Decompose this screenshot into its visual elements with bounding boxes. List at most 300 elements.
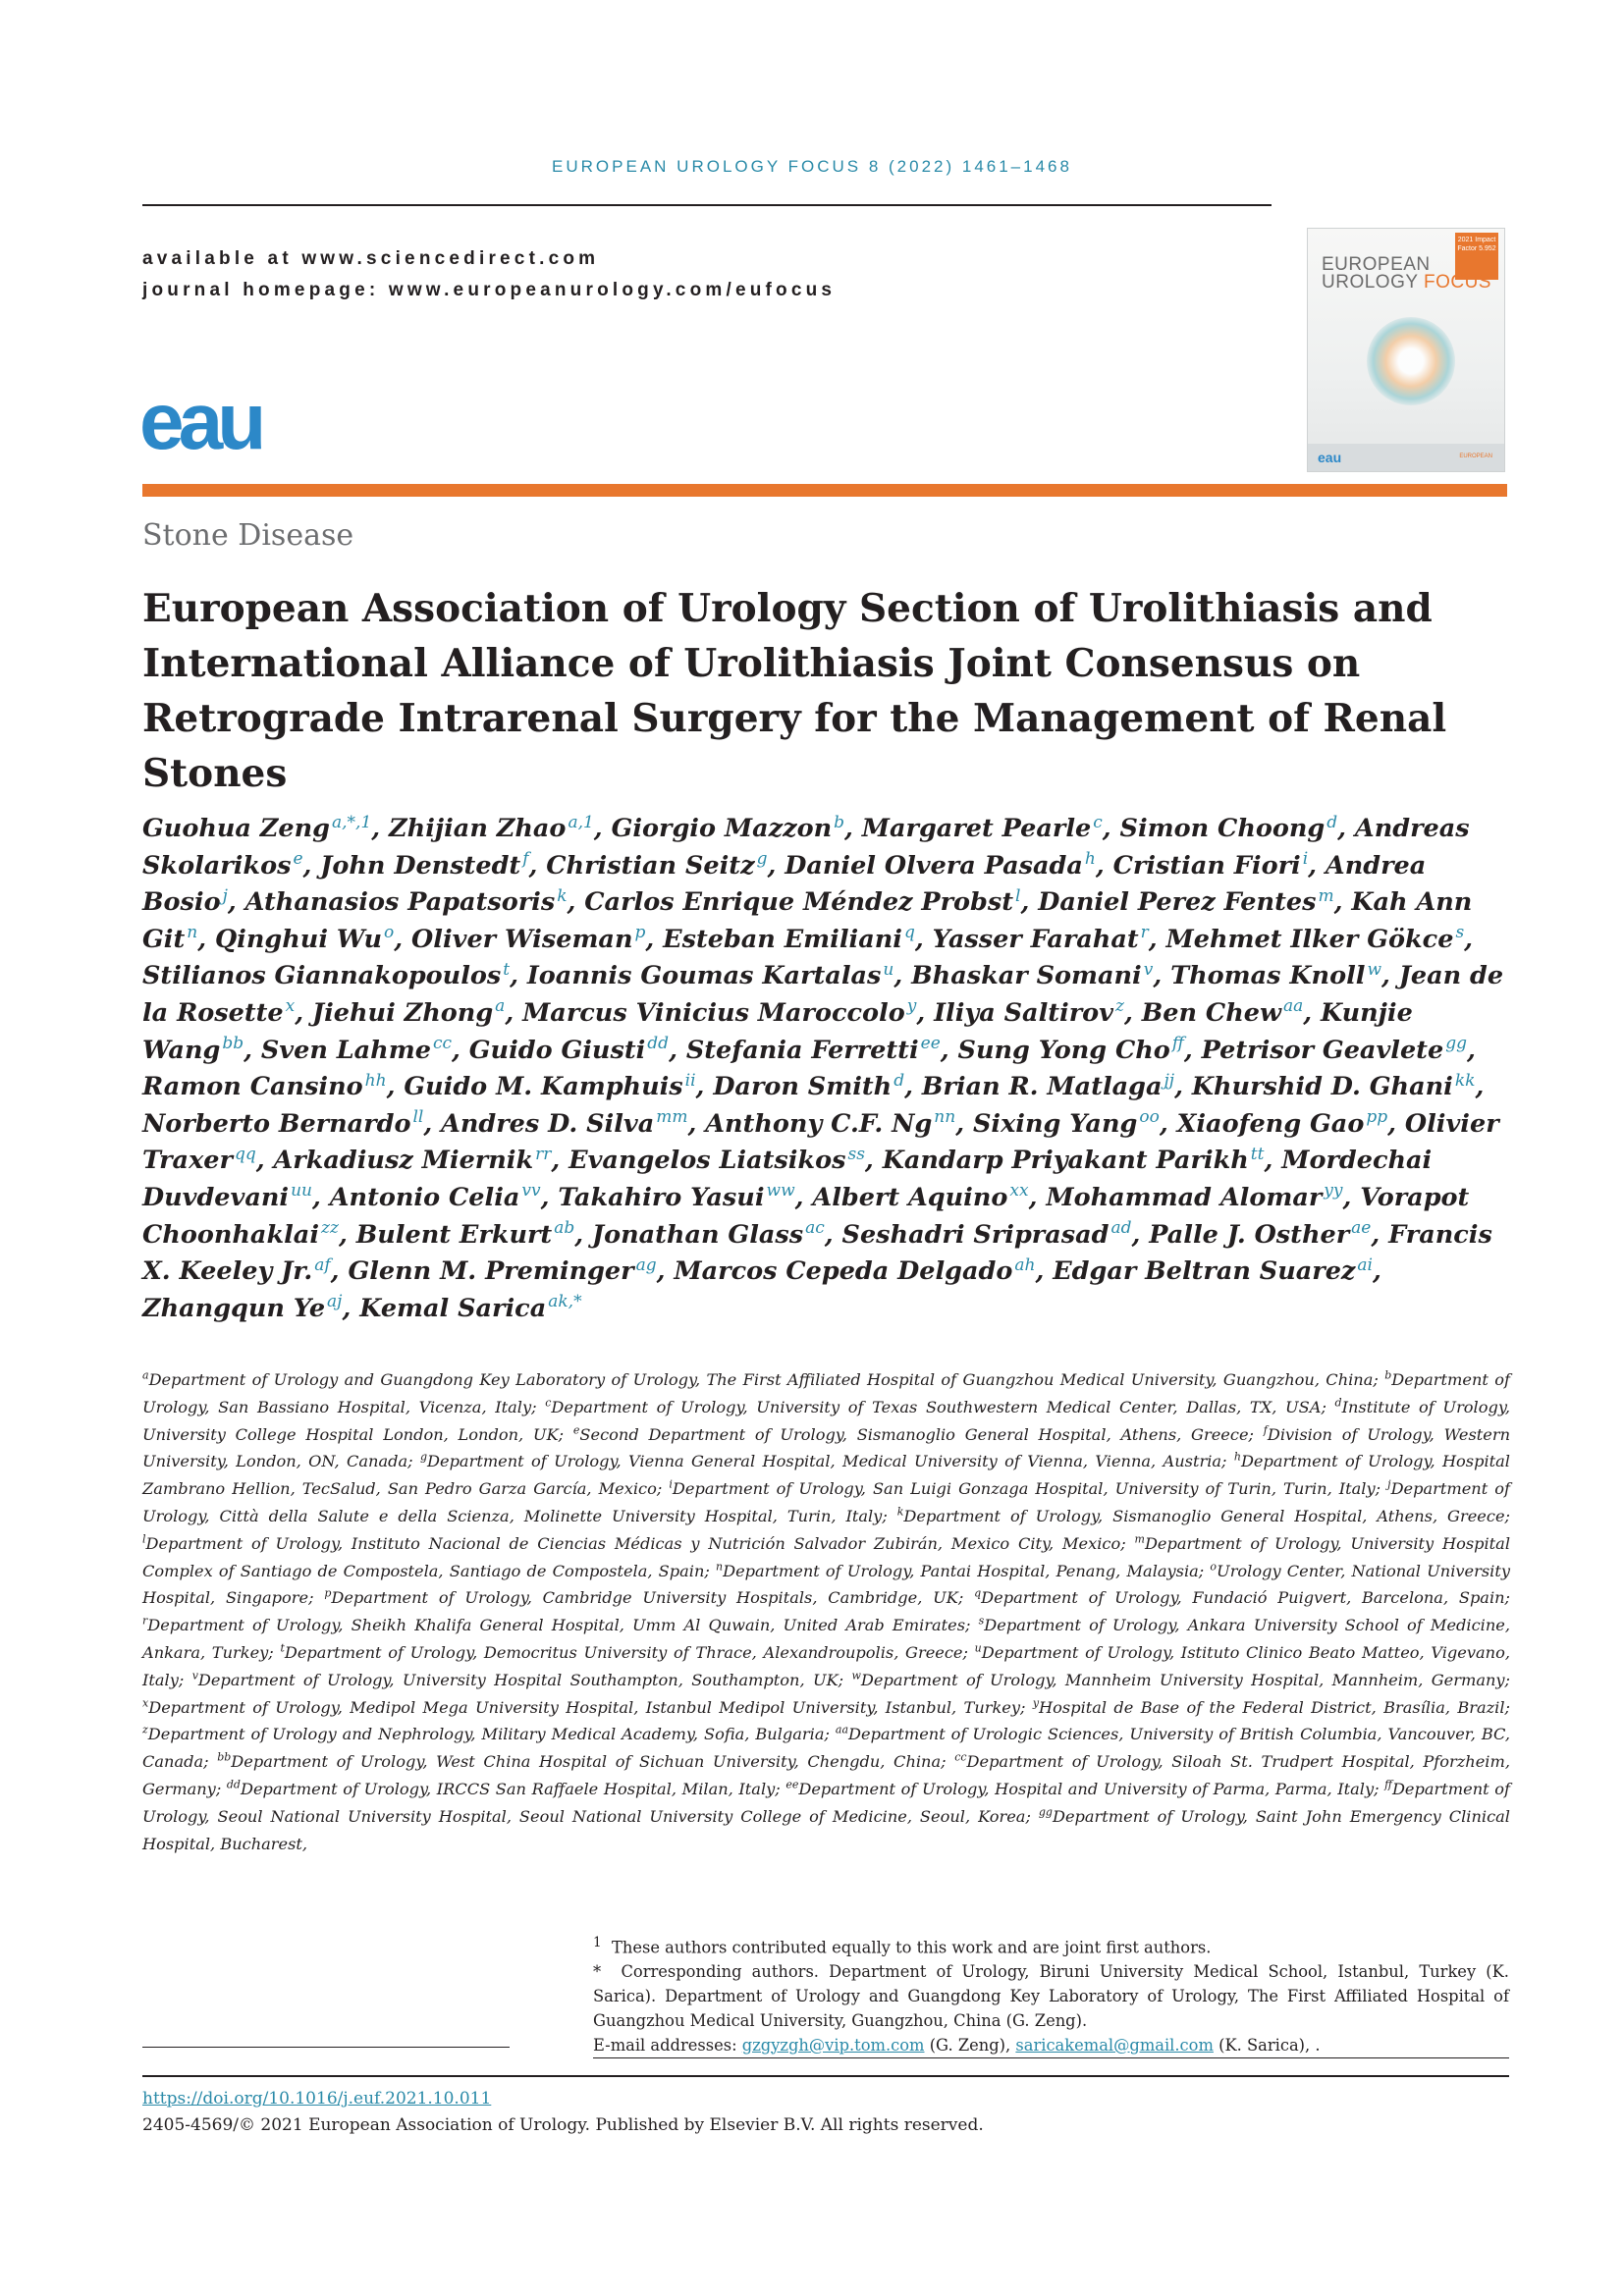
author-name: Jonathan Glass [592,1219,804,1250]
affiliation-key: y [1032,1696,1040,1710]
author-affiliation-mark[interactable]: ss [847,1144,865,1164]
author-name: Daniel Perez Fentes [1038,887,1317,918]
author [441,1109,687,1139]
author-name: Jiehui Zhong [312,997,494,1028]
author-list: Guohua Zeng $^{a,*,1}$, Zhijian Zhao $^{a,1}$, Giorgio Mazzon $^b$, Margaret Pearle $^c$, Simon Choong $^d$, Andreas Skolarikos $^e$, John Denstedt $^f$, Christian Seitz $^g$, Daniel Olvera Pasada $^h$, Cristian Fiori $^i$, Andrea Bosio $^j$, Athanasios Papatsoris $^k$, Carlos Enrique Méndez Probst $^l$, Daniel Perez Fentes $^m$, Kah Ann Git $^n$, Qinghui Wu $^o$, Oliver Wiseman $^p$, Esteban Emiliani $^q$, Yasser Farahat $^r$, Mehmet Ilker Gökce $^s$, Stilianos Giannakopoulos $^t$, Ioannis Goumas Kartalas $^u$, Bhaskar Somani $^v$, Thomas Knoll $^w$, Jean de la Rosette $^x$, Jiehui Zhong $^a$, Marcus Vinicius Maroccolo $^y$, Iliya Saltirov $^z$, Ben Chew $^{aa}$, Kunjie Wang $^{bb}$, Sven Lahme $^{cc}$, Guido Giusti $^{dd}$, Stefania Ferretti $^{ee}$, Sung Yong Cho $^{ff}$, Petrisor Geavlete $^{gg}$, Ramon Cansino $^{hh}$, Guido M. Kamphuis $^{ii}$, Daron Smith $^d$, Brian R. Matlaga $^{jj}$, Khurshid D. Ghani $^{kk}$, Norberto Bernardo $^{ll}$, Andres D. Silva $^{mm}$, Anthony C.F. Ng $^{nn}$, Sixing Yang $^{oo}$, Xiaofeng Gao $^{pp}$, Olivier Traxer $^{qq}$, Arkadiusz Miernik $^{rr}$, Evangelos Liatsikos $^{ss}$, Kandarp Priyakant Parikh $^{tt}$, Mordechai Duvdevani $^{uu}$, Antonio Celia $^{vv}$, Takahiro Yasui $^{ww}$, Albert Aquino $^{xx}$, Mohammad Alomar $^{yy}$, Vorapot Choonhaklai $^{zz}$, Bulent Erkurt $^{ab}$, Jonathan Glass $^{ac}$, Seshadri Sriprasad $^{ad}$, Palle J. Osther $^{ae}$, Francis X. Keeley Jr. $^{af}$, Glenn M. Preminger $^{ag}$, Marcos Cepeda Delgado $^{ah}$, Edgar Beltran Suarez $^{ai}$, Zhangqun Ye $^{aj}$, Kemal Sarica $^{ak,*}$ [142,812,1504,1323]
author-name: Iliya Saltirov [934,997,1113,1028]
author-name: Stefania Ferretti [685,1035,919,1065]
affiliation-text: Department of Urology, Saint John Emergency Clinical Hospital, Bucharest, [142,1806,1510,1853]
affiliation-text: Department of Urology, Mannheim University Hospital, Mannheim, Germany; [860,1670,1510,1689]
author [612,814,844,843]
affiliation [669,1479,1380,1498]
author-affiliation-mark[interactable]: hh [364,1070,387,1091]
orange-divider [142,484,1507,497]
affiliation-text: Institute of Urology, University College Hospital London, London, UK; [142,1397,1510,1444]
author-name: Sven Lahme [260,1035,431,1065]
cover-eau-logo: eau [1318,450,1342,465]
email-link-zeng[interactable]: gzgyzgh@vip.tom.com [741,2035,925,2055]
author-affiliation-mark[interactable]: ww [766,1181,795,1201]
author [584,887,1020,917]
author-name: Arkadiusz Miernik [273,1146,534,1176]
affiliation [545,1398,1326,1416]
author [356,1220,575,1250]
affiliation-text: Department of Urology, Instituto Nacional de Ciencias Médicas y Nutrición Salvador Zubirán, Mexico City, Mexico; [145,1533,1126,1553]
author-affiliation-mark[interactable]: bb [222,1034,244,1054]
author [934,998,1124,1028]
author-affiliation-mark[interactable]: k [557,885,568,906]
author [558,1183,794,1212]
author [527,961,893,990]
affiliation-key: h [1233,1451,1241,1464]
cover-artwork [1367,317,1455,405]
affiliation [852,1671,1511,1689]
author-name: Kandarp Priyakant Parikh [882,1146,1249,1176]
author-affiliation-mark[interactable]: rr [535,1144,552,1164]
author [911,961,1153,990]
author-name: Takahiro Yasui [558,1182,765,1212]
affiliation-text: Second Department of Urology, Sismanoglio General Hospital, Athens, Greece; [579,1424,1254,1444]
author [389,814,594,843]
author [958,1036,1184,1065]
author-name: Norberto Bernardo [142,1108,411,1139]
footnote-1 [593,1931,1509,1960]
footnote-rule [142,2047,510,2048]
author-name: John Denstedt [320,850,521,881]
journal-cover [1307,228,1505,472]
affiliation [573,1425,1254,1444]
author-affiliation-mark[interactable]: ii [684,1070,696,1091]
cover-title [1322,256,1491,292]
author-affiliation-mark[interactable]: vv [521,1181,541,1201]
author-name: Kah Ann Git [142,887,1473,954]
author-name: Khurshid D. Ghani [1191,1072,1453,1102]
author-affiliation-mark[interactable]: tt [1250,1144,1265,1164]
author-affiliation-mark[interactable]: gg [1445,1034,1467,1054]
sciencedirect-line: available at www.sciencedirect.com [142,248,600,269]
author [1120,814,1338,843]
author [705,1109,955,1139]
affiliation-key: n [716,1560,724,1574]
author-name: Evangelos Liatsikos [568,1146,846,1176]
author-affiliation-mark[interactable]: l [1015,885,1021,906]
affiliation [192,1671,843,1689]
author-name: Andres D. Silva [441,1108,655,1139]
article-title: European Association of Urology Section of Urolithiasis and International Alliance of Urolithiasis Joint Consensus on Retrograde Intrarenal Surgery for the Management of Renal Stones [142,586,1447,796]
cover-title-focus: FOCUS [1423,272,1491,293]
affiliation-text: Department of Urology, Sheikh Khalifa General Hospital, Umm Al Quwain, United Arab Emirates; [147,1616,971,1635]
author [1202,1036,1467,1065]
author [348,1256,656,1286]
affiliation [897,1507,1510,1525]
author-name: Sung Yong Cho [957,1035,1170,1065]
author-affiliation-mark[interactable]: xx [1009,1181,1029,1201]
affiliation-text: Department of Urology, Pantai Hospital, Penang, Malaysia; [723,1561,1205,1580]
author-affiliation-mark[interactable]: q [903,923,915,943]
author-name: Brian R. Matlaga [921,1072,1163,1102]
author-affiliation-mark[interactable]: ab [554,1218,575,1239]
availability-block [142,243,836,306]
affiliation-text: Hospital de Base of the Federal District, Brasília, Brazil; [1039,1697,1510,1717]
eau-logo [137,388,304,466]
author-affiliation-mark[interactable]: i [1302,849,1309,870]
author-name: Kemal Sarica [359,1293,547,1323]
author [1170,961,1381,990]
author-name: Guohua Zeng [142,814,331,843]
header-rule [142,204,1272,206]
author-affiliation-mark[interactable]: g [756,849,768,870]
cover-title-urology: UROLOGY [1322,272,1419,293]
author [142,1294,342,1323]
author-affiliation-mark[interactable]: u [883,959,894,980]
author-affiliation-mark[interactable]: cc [432,1034,452,1054]
affiliation-key: b [1384,1368,1392,1382]
author [713,1072,904,1101]
author-affiliation-mark[interactable]: c [1093,812,1103,832]
author-affiliation-mark[interactable]: uu [291,1181,312,1201]
author-affiliation-mark[interactable]: kk [1454,1070,1476,1091]
author [411,925,645,954]
affiliation-text: Department of Urology, Seoul National University Hospital, Seoul National University College of Medicine, Seoul, Korea; [142,1779,1510,1826]
author [142,814,371,843]
author-name: Carlos Enrique Méndez Probst [584,887,1014,918]
author-affiliation-mark[interactable]: o [384,923,395,943]
eau-logo-text: eau [139,388,261,466]
author-name: Glenn M. Preminger [348,1256,634,1287]
email-zeng-who: (G. Zeng), [929,2035,1011,2055]
affiliation [280,1643,968,1662]
author-affiliation-mark[interactable]: ff [1171,1034,1184,1054]
author-name: Thomas Knoll [1170,961,1366,991]
author-affiliation-mark[interactable]: pp [1366,1107,1388,1128]
author [142,1109,423,1139]
author-name: Kunjie Wang [142,997,1413,1065]
footnote-1-mark: 1 [593,1935,602,1950]
author-affiliation-mark[interactable]: w [1367,959,1382,980]
author-affiliation-mark[interactable]: a,1 [568,812,594,832]
author-name: Athanasios Papatsoris [244,887,556,918]
author-name: Ioannis Goumas Kartalas [526,961,882,991]
author-name: Christian Seitz [546,850,755,881]
affiliation-key: d [1334,1396,1342,1410]
author [922,1072,1174,1101]
author-affiliation-mark[interactable]: y [906,996,917,1017]
affiliation-text: Department of Urology, University of Texas Southwestern Medical Center, Dallas, TX, USA; [551,1397,1326,1416]
author [663,925,915,954]
author-affiliation-mark[interactable]: ai [1357,1255,1373,1275]
author-affiliation-mark[interactable]: j [222,885,228,906]
affiliation-text: Department of Urology, Città della Salute e della Scienza, Molinette University Hospital, Turin, Italy; [142,1479,1511,1525]
affiliation-text: Department of Urology, IRCCS San Raffaele Hospital, Milan, Italy; [240,1779,781,1798]
affiliation-key: x [142,1696,149,1710]
author-affiliation-mark[interactable]: ee [920,1034,941,1054]
affiliation-text: Department of Urology, University Hospital Southampton, Southampton, UK; [197,1670,844,1689]
author-affiliation-mark[interactable]: ll [412,1107,424,1128]
author-affiliation-mark[interactable]: oo [1139,1107,1160,1128]
affiliation [142,1616,971,1634]
email-line [593,2034,1509,2059]
author-name: Sixing Yang [972,1108,1138,1139]
affiliation-text: Urology Center, National University Hospital, Singapore; [142,1561,1510,1608]
email-sarica-who: (K. Sarica), . [1218,2035,1321,2055]
affiliation [142,1370,1379,1389]
affiliation-text: Department of Urology, San Luigi Gonzaga Hospital, University of Turin, Turin, Italy; [672,1479,1381,1499]
affiliation-key: a [142,1368,149,1382]
affiliation [974,1588,1510,1607]
author-affiliation-mark[interactable]: zz [321,1218,339,1239]
email-link-sarica[interactable]: saricakemal@gmail.com [1015,2035,1214,2055]
author-name: Xiaofeng Gao [1176,1108,1365,1139]
affiliation-key: u [974,1641,982,1655]
affiliation-text: Department of Urologic Sciences, University of British Columbia, Vancouver, BC, Canada; [142,1725,1510,1772]
author [142,961,510,990]
author-name: Bulent Erkurt [355,1219,553,1250]
author-affiliation-mark[interactable]: ak,* [548,1292,582,1312]
affiliation-key: j [1387,1477,1391,1491]
author [686,1036,941,1065]
affiliation-text: Department of Urology, Fundació Puigvert, Barcelona, Spain; [981,1588,1511,1608]
author-name: Cristian Fiori [1112,850,1301,881]
affiliation-key: aa [835,1723,849,1736]
author-name: Mehmet Ilker Gökce [1165,924,1454,954]
homepage-line: journal homepage: www.europeanurology.com/eufocus [142,280,837,300]
journal-header: EUROPEAN UROLOGY FOCUS 8 (2022) 1461–1468 [552,157,1072,176]
affiliations [142,1366,1510,1857]
author-affiliation-mark[interactable]: ac [805,1218,825,1239]
author-name: Yasser Farahat [932,924,1139,954]
author-affiliation-mark[interactable]: aj [327,1292,343,1312]
affiliation-key: z [142,1723,148,1736]
author [1142,998,1304,1028]
affiliation-text: Department of Urology, Hospital Zambrano Hellion, TecSalud, San Pedro Garza García, Mexico; [142,1452,1510,1499]
author [842,1220,1132,1250]
affiliation-key: bb [217,1750,232,1764]
author [312,998,505,1028]
affiliation-key: r [142,1614,148,1628]
author-name: Albert Aquino [812,1182,1008,1212]
footnotes [593,1931,1509,2058]
author [785,851,1096,881]
affiliation [785,1780,1379,1798]
affiliation-key: t [280,1641,285,1655]
author [1046,1183,1342,1212]
affiliation [420,1452,1227,1470]
author-affiliation-mark[interactable]: d [893,1070,905,1091]
author-name: Guido M. Kamphuis [404,1072,683,1102]
affiliation-key: q [974,1586,982,1600]
author [245,887,568,917]
author [1053,1256,1373,1286]
author-affiliation-mark[interactable]: v [1143,959,1154,980]
author-affiliation-mark[interactable]: ae [1351,1218,1372,1239]
section-label: Stone Disease [142,518,354,553]
affiliation-text: Department of Urology, Siloah St. Trudpert Hospital, Pforzheim, Germany; [142,1752,1510,1798]
affiliation [142,1698,1025,1717]
author-affiliation-mark[interactable]: ag [635,1255,657,1275]
affiliation-text: Department of Urology, Sismanoglio General Hospital, Athens, Greece; [903,1506,1510,1525]
affiliation-key: p [324,1586,332,1600]
author-affiliation-mark[interactable]: mm [656,1107,688,1128]
bottom-rule [142,2075,1509,2077]
author-affiliation-mark[interactable]: r [1140,923,1149,943]
cover-footer-label: EUROPEAN [1459,454,1492,459]
author [261,1036,452,1065]
author-name: Qinghui Wu [214,924,383,954]
author-affiliation-mark[interactable]: f [522,849,529,870]
author-affiliation-mark[interactable]: a,*,1 [332,812,372,832]
impact-factor-badge: 2021 Impact Factor 5.952 [1455,233,1498,280]
author-name: Olivier Traxer [142,1108,1499,1176]
author-name: Margaret Pearle [861,814,1092,843]
author-affiliation-mark[interactable]: ah [1014,1255,1036,1275]
affiliation-text: Department of Urology, Democritus University of Thrace, Alexandroupolis, Greece; [284,1642,968,1662]
author-affiliation-mark[interactable]: z [1115,996,1124,1017]
author-name: Andrea Bosio [142,850,1427,918]
author-affiliation-mark[interactable]: p [634,923,646,943]
doi-link[interactable]: https://doi.org/10.1016/j.euf.2021.10.011 [142,2089,492,2109]
author-name: Daron Smith [713,1072,893,1102]
author-name: Palle J. Osther [1149,1219,1350,1250]
author [973,1109,1160,1139]
author-affiliation-mark[interactable]: af [314,1255,331,1275]
author-name: Mordechai Duvdevani [142,1146,1433,1212]
author-affiliation-mark[interactable]: b [834,812,845,832]
affiliation [227,1780,781,1798]
affiliation-key: e [572,1423,580,1437]
affiliation-key: l [142,1532,146,1546]
affiliation-key: o [1210,1560,1218,1574]
affiliation-key: dd [226,1778,241,1791]
affiliation-key: ff [1384,1778,1392,1791]
author-affiliation-mark[interactable]: s [1455,923,1465,943]
author-affiliation-mark[interactable]: n [187,923,198,943]
author-name: Esteban Emiliani [663,924,902,954]
author-affiliation-mark[interactable]: t [503,959,511,980]
affiliation-key: cc [954,1750,967,1764]
author-name: Seshadri Sriprasad [841,1219,1110,1250]
author-affiliation-mark[interactable]: aa [1282,996,1304,1017]
affiliation-key: ee [785,1778,799,1791]
affiliation-text: Department of Urology, Medipol Mega University Hospital, Istanbul Medipol University, Istanbul, Turkey; [148,1697,1026,1717]
footnote-2-text: Corresponding authors. Department of Urology, Biruni University Medical School, Istanbul, Turkey (K. Sarica). Department of Urology and Guangdong Key Laboratory of Urology, The First Affiliated Hospital of Guangzhou Medical University, Guangzhou, China (G. Zeng). [593,1962,1509,2030]
author-affiliation-mark[interactable]: dd [647,1034,670,1054]
author-name: Ramon Cansino [142,1072,363,1102]
affiliation-text: Department of Urology, Hospital and University of Parma, Parma, Italy; [798,1779,1380,1798]
affiliation-text: Department of Urology, Istituto Clinico Beato Matteo, Vigevano, Italy; [142,1642,1510,1689]
author-name: Zhijian Zhao [389,814,567,843]
affiliation [1033,1698,1510,1717]
author [592,1220,825,1250]
author [1177,1109,1388,1139]
footnote-corresponding [593,1960,1509,2033]
author-name: Stilianos Giannakopoulos [142,961,502,991]
author [1113,851,1309,881]
author-affiliation-mark[interactable]: x [285,996,296,1017]
affiliation [217,1752,946,1771]
author-name: Antonio Celia [329,1182,520,1212]
author [812,1183,1028,1212]
affiliation [142,1534,1126,1553]
author-affiliation-mark[interactable]: a [495,996,506,1017]
author [142,1072,387,1101]
author-name: Jean de la Rosette [142,961,1504,1028]
author-name: Zhangqun Ye [142,1293,326,1323]
author [330,1183,541,1212]
affiliation [142,1725,830,1743]
author-affiliation-mark[interactable]: ad [1110,1218,1132,1239]
affiliation-key: g [419,1451,428,1464]
affiliation-key: i [669,1477,673,1491]
author-name: Guido Giusti [468,1035,646,1065]
affiliation-key: s [978,1614,985,1628]
author [522,998,916,1028]
author [215,925,394,954]
author [546,851,767,881]
cover-title-line1: EUROPEAN [1322,254,1431,275]
author-affiliation-mark[interactable]: qq [234,1144,256,1164]
author [1192,1072,1476,1101]
author-name: Vorapot Choonhaklai [142,1182,1470,1250]
author [1038,887,1333,917]
affiliation-text: Department of Urology, Ankara University School of Medicine, Ankara, Turkey; [142,1616,1510,1662]
affiliation-key: k [896,1505,904,1519]
author [933,925,1149,954]
affiliation-text: Department of Urology and Guangdong Key Laboratory of Urology, The First Affiliated Hospital of Guangzhou Medical University, Guangzhou, China; [148,1370,1379,1389]
affiliation-text: Department of Urology, West China Hospital of Sichuan University, Chengdu, China; [231,1752,947,1772]
author [359,1294,581,1323]
author-affiliation-mark[interactable]: nn [934,1107,956,1128]
affiliation [716,1562,1204,1580]
author-name: Oliver Wiseman [411,924,633,954]
copyright-line: 2405-4569/© 2021 European Association of Urology. Published by Elsevier B.V. All rights reserved. [142,2115,984,2135]
author [404,1072,695,1101]
affiliation-key: gg [1038,1805,1053,1819]
author-name: Daniel Olvera Pasada [785,850,1083,881]
author [1149,1220,1371,1250]
author [862,814,1103,843]
affiliation-text: Department of Urology, Vienna General Hospital, Medical University of Vienna, Vienna, Austria; [427,1452,1227,1471]
author [883,1146,1265,1175]
affiliation-key: c [545,1396,552,1410]
affiliation [324,1588,963,1607]
affiliation-text: Department of Urology, San Bassiano Hospital, Vicenza, Italy; [142,1370,1510,1416]
affiliation-text: Department of Urology and Nephrology, Military Medical Academy, Sofia, Bulgaria; [147,1725,830,1744]
author-affiliation-mark[interactable]: h [1084,849,1096,870]
author-name: Marcos Cepeda Delgado [674,1256,1013,1287]
footnote-1-text: These authors contributed equally to this work and are joint first authors. [612,1938,1212,1957]
author-affiliation-mark[interactable]: jj [1164,1070,1175,1091]
author-affiliation-mark[interactable]: m [1318,885,1334,906]
author-name: Francis X. Keeley Jr. [142,1219,1492,1287]
author-name: Marcus Vinicius Maroccolo [522,997,905,1028]
author-affiliation-mark[interactable]: e [293,849,303,870]
footnote-2-mark: * [593,1962,602,1982]
author-affiliation-mark[interactable]: yy [1324,1181,1343,1201]
author-name: Giorgio Mazzon [611,814,833,843]
affiliation-text: Division of Urology, Western University, London, ON, Canada; [142,1424,1511,1471]
affiliation-text: Department of Urology, Cambridge University Hospitals, Cambridge, UK; [331,1588,964,1608]
author [568,1146,865,1175]
author-name: Simon Choong [1119,814,1326,843]
author [469,1036,669,1065]
author-name: Mohammad Alomar [1046,1182,1323,1212]
author [1166,925,1465,954]
email-label: E-mail addresses: [593,2035,737,2055]
author-name: Anthony C.F. Ng [705,1108,933,1139]
author-affiliation-mark[interactable]: d [1326,812,1338,832]
affiliation-key: w [851,1669,861,1682]
affiliation-key: m [1134,1532,1145,1546]
author-name: Bhaskar Somani [911,961,1142,991]
